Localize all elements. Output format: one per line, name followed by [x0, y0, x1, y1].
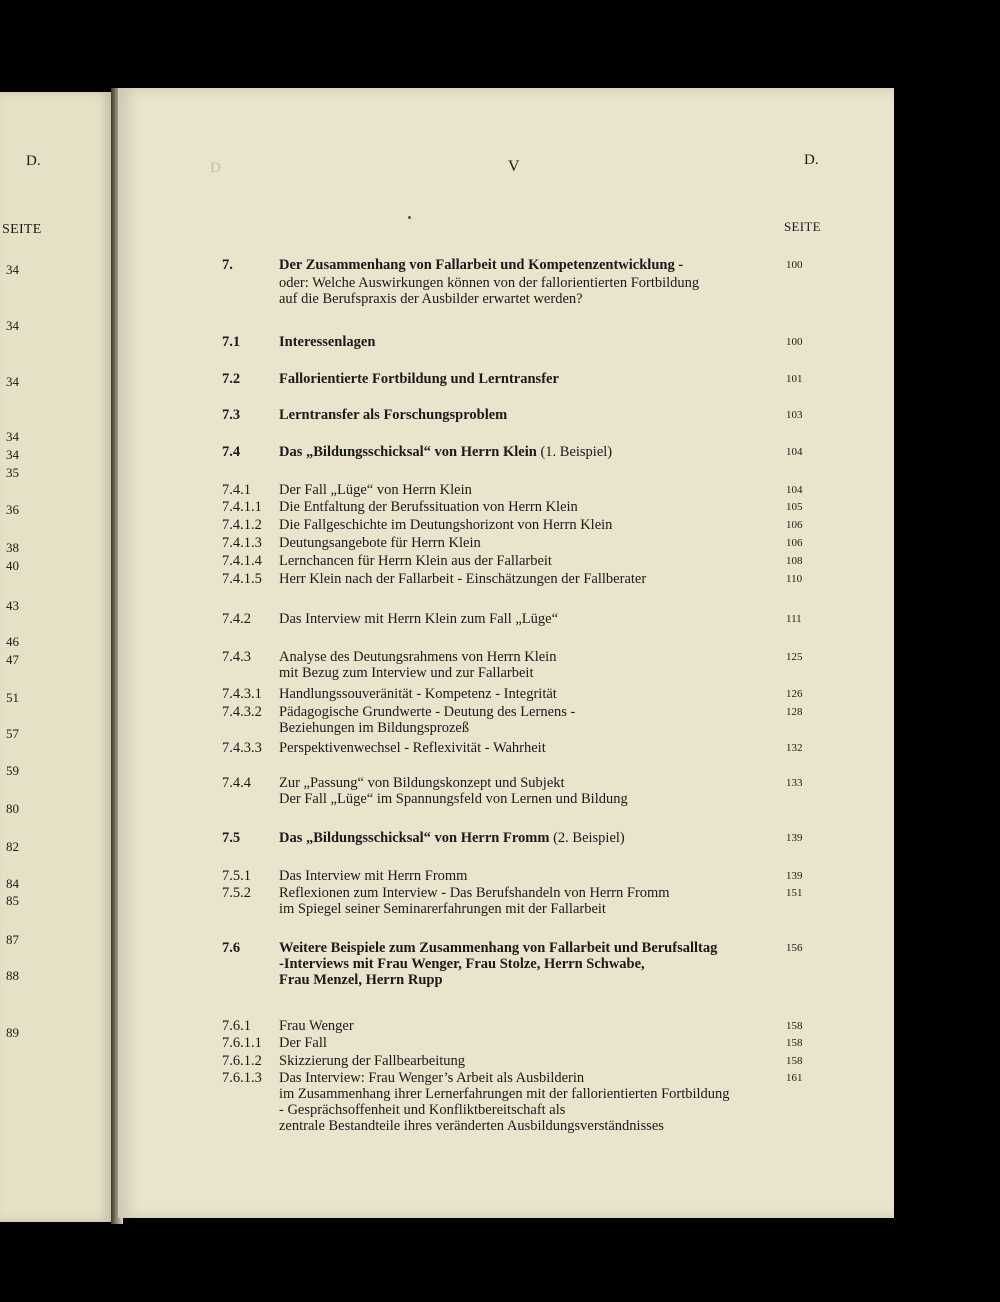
right-page-header: D. [804, 152, 819, 168]
toc-title-suffix: (1. Beispiel) [536, 444, 613, 460]
left-page-number: 84 [6, 876, 19, 891]
toc-title: Der Zusammenhang von Fallarbeit und Kompetenzentwicklung - [279, 257, 684, 273]
toc-number: 7.4.3.1 [222, 686, 262, 702]
toc-title [279, 444, 769, 460]
toc-page: 161 [786, 1072, 803, 1084]
left-page-number: 85 [6, 893, 19, 908]
toc-page: 125 [786, 651, 803, 663]
left-page-number: 80 [6, 801, 19, 816]
toc-number: 7.1 [222, 334, 241, 350]
toc-page: 139 [786, 870, 803, 882]
page-number-roman: V [508, 158, 520, 175]
toc-number: 7. [222, 257, 233, 273]
toc-title-continuation: oder: Welche Auswirkungen können von der fallorientierten Fortbildung auf die Berufspraxis der Ausbilder erwartet werden? [279, 275, 700, 307]
toc-number: 7.5 [222, 830, 241, 846]
toc-title: Interessenlagen [279, 334, 376, 350]
toc-number: 7.5.2 [222, 885, 251, 901]
toc-number: 7.5.1 [222, 868, 251, 884]
speck [408, 216, 411, 219]
toc-number: 7.6.1.2 [222, 1053, 262, 1069]
toc-page: 158 [786, 1055, 803, 1067]
left-page-number: 59 [6, 763, 19, 778]
toc-number: 7.4.2 [222, 611, 251, 627]
toc-title: Das Interview: Frau Wenger’s Arbeit als Ausbilderin im Zusammenhang ihrer Lernerfahrungen mit der fallorientierten Fortbildung - Gesprächsoffenheit und Konfliktbereitschaft als zentrale Bestandteile ihres veränderten Ausbildungsverständnisses [279, 1070, 730, 1134]
toc-page: 156 [786, 942, 803, 954]
left-column-label: SEITE [2, 222, 42, 237]
toc-number: 7.4.1.1 [222, 499, 262, 515]
left-page-number: 34 [6, 318, 19, 333]
left-page-number: 57 [6, 726, 19, 741]
left-page-number: 40 [6, 558, 19, 573]
right-page-header-left: D [210, 160, 221, 176]
right-column-label: SEITE [784, 219, 821, 234]
toc-page: 100 [786, 336, 803, 348]
toc-title: Pädagogische Grundwerte - Deutung des Lernens - Beziehungen im Bildungsprozeß [279, 704, 576, 736]
left-page-number: 34 [6, 374, 19, 389]
left-page-number: 46 [6, 634, 19, 649]
toc-number: 7.6.1 [222, 1018, 251, 1034]
toc-title: Fallorientierte Fortbildung und Lerntransfer [279, 371, 559, 387]
toc-title: Der Fall [279, 1035, 327, 1051]
toc-number: 7.4 [222, 444, 241, 460]
left-page-number: 43 [6, 598, 19, 613]
toc-title: Lerntransfer als Forschungsproblem [279, 407, 508, 423]
toc-page: 158 [786, 1037, 803, 1049]
toc-page: 133 [786, 777, 803, 789]
toc-title-bold: Das „Bildungsschicksal“ von Herrn Klein [279, 444, 537, 460]
toc-page: 139 [786, 832, 803, 844]
toc-title: Lernchancen für Herrn Klein aus der Fallarbeit [279, 553, 552, 569]
toc-title: Perspektivenwechsel - Reflexivität - Wahrheit [279, 740, 546, 756]
toc-page: 106 [786, 537, 803, 549]
toc-number: 7.4.1.2 [222, 517, 262, 533]
left-page-number: 34 [6, 262, 19, 277]
toc-title: Reflexionen zum Interview - Das Berufshandeln von Herrn Fromm im Spiegel seiner Seminarerfahrungen mit der Fallarbeit [279, 885, 670, 917]
left-page-number: 36 [6, 502, 19, 517]
left-page-number: 47 [6, 652, 19, 667]
left-page-number: 38 [6, 540, 19, 555]
left-page-header: D. [26, 153, 41, 169]
toc-page: 104 [786, 446, 803, 458]
left-page-number: 88 [6, 968, 19, 983]
toc-page: 106 [786, 519, 803, 531]
left-page-number: 51 [6, 690, 19, 705]
toc-number: 7.4.1.3 [222, 535, 262, 551]
toc-title: Das Interview mit Herrn Klein zum Fall „Lüge“ [279, 611, 559, 627]
toc-page: 132 [786, 742, 803, 754]
toc-title: Die Fallgeschichte im Deutungshorizont von Herrn Klein [279, 517, 613, 533]
toc-title: Handlungssouveränität - Kompetenz - Integrität [279, 686, 557, 702]
toc-number: 7.6.1.1 [222, 1035, 262, 1051]
left-page-number: 34 [6, 429, 19, 444]
toc-page: 126 [786, 688, 803, 700]
toc-number: 7.4.1.4 [222, 553, 262, 569]
left-page [0, 92, 111, 1222]
toc-page: 128 [786, 706, 803, 718]
toc-title: Das Interview mit Herrn Fromm [279, 868, 468, 884]
toc-title: Skizzierung der Fallbearbeitung [279, 1053, 466, 1069]
toc-title: Frau Wenger [279, 1018, 354, 1034]
toc-number: 7.6.1.3 [222, 1070, 262, 1086]
toc-page: 111 [786, 613, 802, 625]
toc-title: Deutungsangebote für Herrn Klein [279, 535, 481, 551]
left-page-number: 34 [6, 447, 19, 462]
toc-number: 7.4.3 [222, 649, 251, 665]
toc-title: Herr Klein nach der Fallarbeit - Einschätzungen der Fallberater [279, 571, 647, 587]
left-page-number: 89 [6, 1025, 19, 1040]
toc-page: 105 [786, 501, 803, 513]
toc-number: 7.2 [222, 371, 241, 387]
left-page-number: 35 [6, 465, 19, 480]
toc-title: Zur „Passung“ von Bildungskonzept und Subjekt Der Fall „Lüge“ im Spannungsfeld von Lernen und Bildung [279, 775, 628, 807]
toc-title-suffix: (2. Beispiel) [549, 830, 625, 846]
left-page-number: 82 [6, 839, 19, 854]
toc-page: 103 [786, 409, 803, 421]
toc-title-bold: Das „Bildungsschicksal“ von Herrn Fromm [279, 830, 550, 846]
toc-number: 7.3 [222, 407, 241, 423]
toc-page: 151 [786, 887, 803, 899]
toc-number: 7.4.1 [222, 482, 251, 498]
toc-page: 110 [786, 573, 803, 585]
toc-title: Der Fall „Lüge“ von Herrn Klein [279, 482, 472, 498]
toc-page: 104 [786, 484, 803, 496]
toc-page: 158 [786, 1020, 803, 1032]
toc-title [279, 830, 769, 846]
toc-page: 101 [786, 373, 803, 385]
toc-number: 7.6 [222, 940, 241, 956]
toc-number: 7.4.3.2 [222, 704, 262, 720]
toc-page: 108 [786, 555, 803, 567]
toc-title: Die Entfaltung der Berufssituation von Herrn Klein [279, 499, 578, 515]
toc-number: 7.4.4 [222, 775, 251, 791]
left-page-number: 87 [6, 932, 19, 947]
toc-number: 7.4.3.3 [222, 740, 262, 756]
toc-title: Weitere Beispiele zum Zusammenhang von Fallarbeit und Berufsalltag -Interviews mit Frau Wenger, Frau Stolze, Herrn Schwabe, Frau Menzel, Herrn Rupp [279, 940, 718, 988]
toc-title: Analyse des Deutungsrahmens von Herrn Klein mit Bezug zum Interview und zur Fallarbeit [279, 649, 557, 681]
toc-page: 100 [786, 259, 803, 271]
toc-number: 7.4.1.5 [222, 571, 262, 587]
